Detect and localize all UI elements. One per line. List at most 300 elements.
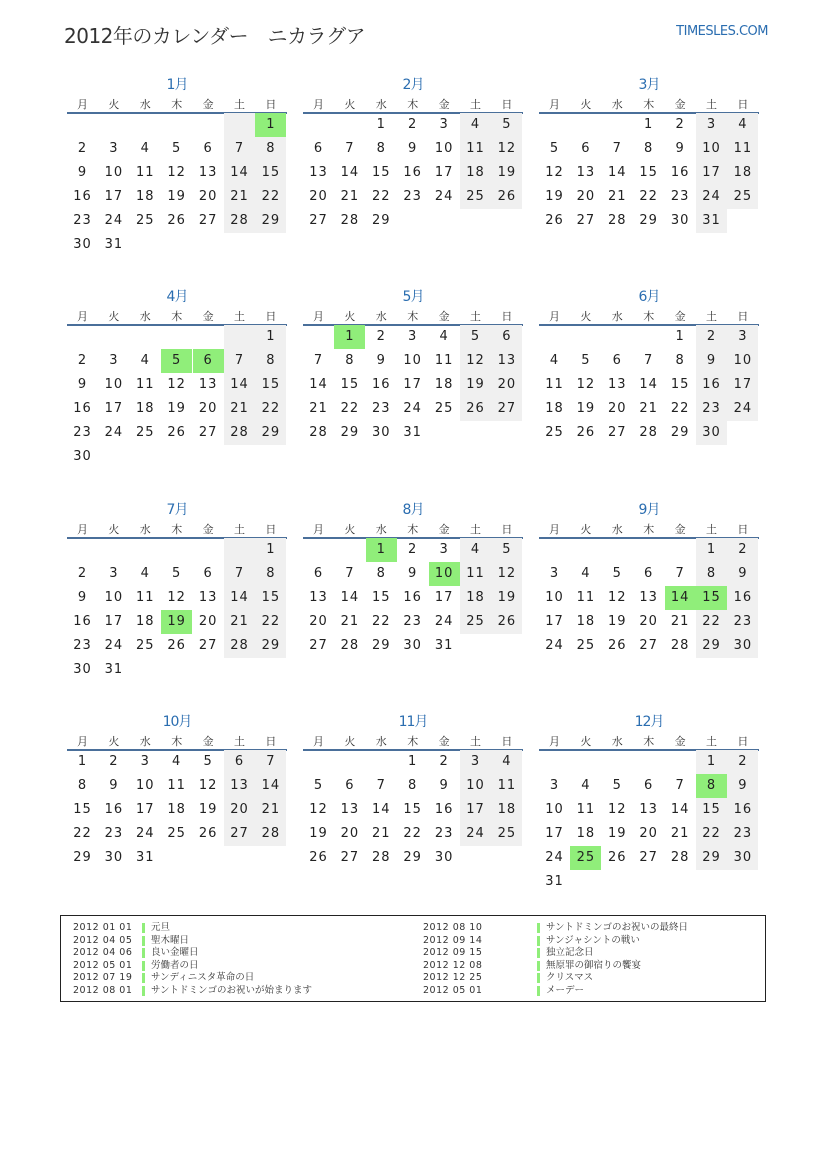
day-cell[interactable]: 1 (644, 117, 654, 132)
day-cell[interactable]: 13 (198, 165, 218, 180)
day-cell[interactable]: 17 (104, 189, 124, 204)
day-cell[interactable]: 13 (198, 377, 218, 392)
day-cell[interactable]: 29 (372, 638, 391, 653)
day-cell[interactable]: 13 (639, 802, 658, 817)
day-cell[interactable]: 7 (224, 137, 255, 161)
day-cell[interactable]: 13 (340, 802, 360, 817)
day-cell[interactable]: 3 (439, 542, 449, 557)
day-cell[interactable]: 17 (434, 590, 454, 605)
day-cell[interactable]: 13 (639, 590, 658, 605)
day-cell[interactable]: 16 (403, 165, 422, 180)
day-cell[interactable]: 24 (696, 185, 727, 209)
day-cell[interactable]: 25 (460, 185, 491, 209)
day-cell[interactable]: 6 (644, 778, 654, 793)
day-cell[interactable]: 12 (576, 377, 596, 392)
day-cell[interactable]: 23 (727, 610, 758, 634)
day-cell[interactable]: 16 (727, 798, 758, 822)
day-cell[interactable]: 23 (104, 826, 124, 841)
day-cell[interactable]: 22 (696, 610, 727, 634)
day-cell[interactable]: 17 (136, 802, 155, 817)
day-cell[interactable]: 21 (340, 614, 360, 629)
day-cell[interactable]: 24 (727, 397, 758, 421)
day-cell[interactable]: 30 (73, 237, 92, 252)
day-cell[interactable]: 31 (434, 638, 454, 653)
day-cell[interactable]: 21 (639, 401, 658, 416)
day-cell[interactable]: 20 (491, 373, 522, 397)
day-cell[interactable]: 27 (309, 213, 328, 228)
day-cell[interactable]: 14 (224, 161, 255, 185)
day-cell[interactable]: 10 (403, 353, 422, 368)
day-cell[interactable]: 26 (608, 850, 627, 865)
day-cell[interactable]: 7 (255, 750, 286, 774)
day-cell[interactable]: 15 (255, 161, 286, 185)
day-cell[interactable]: 10 (104, 165, 124, 180)
day-cell[interactable]: 25 (727, 185, 758, 209)
day-cell[interactable]: 27 (491, 397, 522, 421)
day-cell[interactable]: 10 (136, 778, 155, 793)
day-cell[interactable]: 2 (408, 542, 418, 557)
day-cell[interactable]: 1 (696, 750, 727, 774)
day-cell[interactable]: 14 (372, 802, 391, 817)
day-cell[interactable]: 20 (309, 614, 328, 629)
day-cell[interactable]: 16 (696, 373, 727, 397)
day-cell[interactable]: 12 (167, 590, 186, 605)
day-cell[interactable]: 10 (727, 349, 758, 373)
day-cell[interactable]: 29 (372, 213, 391, 228)
day-cell[interactable]: 19 (491, 586, 522, 610)
day-cell[interactable]: 13 (198, 590, 218, 605)
day-cell[interactable]: 6 (313, 566, 324, 581)
day-cell[interactable]: 10 (434, 141, 454, 156)
day-cell[interactable]: 27 (340, 850, 360, 865)
day-cell[interactable]: 15 (372, 590, 391, 605)
day-cell[interactable]: 4 (581, 566, 591, 581)
day-cell[interactable]: 21 (670, 614, 690, 629)
day-cell[interactable]: 4 (581, 778, 591, 793)
day-cell[interactable]: 30 (727, 846, 758, 870)
day-cell[interactable]: 6 (313, 141, 324, 156)
day-cell[interactable]: 16 (73, 614, 92, 629)
day-cell[interactable]: 11 (136, 590, 155, 605)
day-cell[interactable]: 8 (255, 137, 286, 161)
day-cell[interactable]: 15 (340, 377, 360, 392)
day-cell[interactable]: 28 (224, 421, 255, 445)
day-cell[interactable]: 5 (581, 353, 591, 368)
day-cell[interactable]: 12 (167, 165, 186, 180)
day-cell[interactable]: 7 (675, 566, 685, 581)
day-cell[interactable]: 20 (340, 826, 360, 841)
day-cell[interactable]: 21 (309, 401, 328, 416)
day-cell[interactable]: 6 (345, 778, 355, 793)
day-cell[interactable]: 26 (545, 213, 564, 228)
day-cell[interactable]: 3 (109, 566, 119, 581)
day-cell[interactable]: 3 (439, 117, 449, 132)
day-cell[interactable]: 21 (340, 189, 360, 204)
day-cell[interactable]: 6 (224, 750, 255, 774)
day-cell[interactable]: 8 (675, 353, 685, 368)
day-cell[interactable]: 14 (670, 802, 690, 817)
day-cell[interactable]: 11 (136, 377, 155, 392)
day-cell[interactable]: 22 (73, 826, 92, 841)
day-cell[interactable]: 5 (491, 538, 522, 562)
day-cell[interactable]: 23 (403, 189, 422, 204)
day-cell[interactable]: 7 (644, 353, 654, 368)
day-cell[interactable]: 20 (198, 614, 218, 629)
holiday-day-cell[interactable]: 10 (429, 562, 460, 586)
day-cell[interactable]: 24 (104, 638, 124, 653)
day-cell[interactable]: 8 (644, 141, 654, 156)
day-cell[interactable]: 18 (434, 377, 454, 392)
day-cell[interactable]: 27 (198, 425, 218, 440)
day-cell[interactable]: 29 (696, 846, 727, 870)
day-cell[interactable]: 26 (491, 610, 522, 634)
day-cell[interactable]: 28 (309, 425, 328, 440)
day-cell[interactable]: 4 (172, 754, 182, 769)
day-cell[interactable]: 9 (727, 774, 758, 798)
day-cell[interactable]: 4 (727, 113, 758, 137)
day-cell[interactable]: 17 (545, 826, 564, 841)
day-cell[interactable]: 14 (608, 165, 627, 180)
day-cell[interactable]: 26 (491, 185, 522, 209)
day-cell[interactable]: 31 (696, 209, 727, 233)
day-cell[interactable]: 8 (376, 141, 386, 156)
day-cell[interactable]: 13 (491, 349, 522, 373)
day-cell[interactable]: 18 (460, 586, 491, 610)
day-cell[interactable]: 17 (696, 161, 727, 185)
day-cell[interactable]: 17 (403, 377, 422, 392)
day-cell[interactable]: 9 (675, 141, 685, 156)
day-cell[interactable]: 11 (545, 377, 564, 392)
day-cell[interactable]: 8 (696, 562, 727, 586)
day-cell[interactable]: 5 (172, 141, 182, 156)
day-cell[interactable]: 24 (434, 189, 454, 204)
day-cell[interactable]: 20 (639, 614, 658, 629)
day-cell[interactable]: 9 (77, 165, 88, 180)
day-cell[interactable]: 28 (639, 425, 658, 440)
day-cell[interactable]: 25 (136, 213, 155, 228)
day-cell[interactable]: 1 (77, 754, 88, 769)
holiday-day-cell[interactable]: 1 (334, 325, 365, 349)
day-cell[interactable]: 14 (639, 377, 658, 392)
day-cell[interactable]: 29 (73, 850, 92, 865)
day-cell[interactable]: 7 (345, 141, 355, 156)
day-cell[interactable]: 9 (77, 590, 88, 605)
holiday-day-cell[interactable]: 1 (366, 538, 397, 562)
day-cell[interactable]: 9 (696, 349, 727, 373)
day-cell[interactable]: 22 (255, 185, 286, 209)
day-cell[interactable]: 26 (167, 425, 186, 440)
day-cell[interactable]: 14 (255, 774, 286, 798)
day-cell[interactable]: 21 (608, 189, 627, 204)
day-cell[interactable]: 7 (224, 349, 255, 373)
day-cell[interactable]: 20 (198, 401, 218, 416)
day-cell[interactable]: 16 (104, 802, 124, 817)
day-cell[interactable]: 2 (727, 538, 758, 562)
day-cell[interactable]: 17 (104, 401, 124, 416)
holiday-day-cell[interactable]: 15 (696, 586, 727, 610)
day-cell[interactable]: 21 (255, 798, 286, 822)
holiday-day-cell[interactable]: 25 (570, 846, 601, 870)
day-cell[interactable]: 3 (109, 141, 119, 156)
day-cell[interactable]: 21 (224, 397, 255, 421)
day-cell[interactable]: 24 (104, 213, 124, 228)
day-cell[interactable]: 16 (434, 802, 454, 817)
day-cell[interactable]: 26 (608, 638, 627, 653)
day-cell[interactable]: 5 (549, 141, 560, 156)
day-cell[interactable]: 6 (203, 566, 213, 581)
day-cell[interactable]: 31 (104, 662, 124, 677)
day-cell[interactable]: 11 (136, 165, 155, 180)
day-cell[interactable]: 15 (255, 373, 286, 397)
day-cell[interactable]: 31 (545, 874, 564, 889)
day-cell[interactable]: 27 (224, 822, 255, 846)
day-cell[interactable]: 19 (491, 161, 522, 185)
day-cell[interactable]: 25 (136, 638, 155, 653)
day-cell[interactable]: 29 (696, 634, 727, 658)
day-cell[interactable]: 3 (460, 750, 491, 774)
day-cell[interactable]: 27 (639, 850, 658, 865)
day-cell[interactable]: 2 (408, 117, 418, 132)
day-cell[interactable]: 9 (376, 353, 386, 368)
day-cell[interactable]: 8 (376, 566, 386, 581)
day-cell[interactable]: 9 (408, 141, 418, 156)
day-cell[interactable]: 13 (309, 590, 328, 605)
day-cell[interactable]: 11 (167, 778, 186, 793)
day-cell[interactable]: 15 (403, 802, 422, 817)
day-cell[interactable]: 7 (376, 778, 386, 793)
day-cell[interactable]: 12 (309, 802, 328, 817)
day-cell[interactable]: 15 (639, 165, 658, 180)
day-cell[interactable]: 19 (608, 826, 627, 841)
day-cell[interactable]: 14 (224, 586, 255, 610)
holiday-day-cell[interactable]: 1 (255, 113, 286, 137)
day-cell[interactable]: 26 (198, 826, 218, 841)
day-cell[interactable]: 10 (545, 590, 564, 605)
day-cell[interactable]: 10 (104, 377, 124, 392)
day-cell[interactable]: 16 (403, 590, 422, 605)
day-cell[interactable]: 18 (136, 614, 155, 629)
day-cell[interactable]: 3 (696, 113, 727, 137)
day-cell[interactable]: 1 (675, 329, 685, 344)
day-cell[interactable]: 29 (255, 634, 286, 658)
day-cell[interactable]: 4 (460, 538, 491, 562)
day-cell[interactable]: 16 (670, 165, 690, 180)
day-cell[interactable]: 9 (727, 562, 758, 586)
day-cell[interactable]: 7 (345, 566, 355, 581)
day-cell[interactable]: 9 (109, 778, 119, 793)
day-cell[interactable]: 5 (172, 566, 182, 581)
day-cell[interactable]: 28 (372, 850, 391, 865)
day-cell[interactable]: 18 (167, 802, 186, 817)
day-cell[interactable]: 9 (408, 566, 418, 581)
day-cell[interactable]: 10 (696, 137, 727, 161)
day-cell[interactable]: 23 (73, 425, 92, 440)
day-cell[interactable]: 6 (581, 141, 591, 156)
day-cell[interactable]: 25 (434, 401, 454, 416)
day-cell[interactable]: 31 (403, 425, 422, 440)
day-cell[interactable]: 12 (491, 562, 522, 586)
day-cell[interactable]: 18 (576, 826, 596, 841)
day-cell[interactable]: 19 (576, 401, 596, 416)
day-cell[interactable]: 29 (670, 425, 690, 440)
day-cell[interactable]: 30 (403, 638, 422, 653)
day-cell[interactable]: 17 (545, 614, 564, 629)
day-cell[interactable]: 12 (198, 778, 218, 793)
day-cell[interactable]: 4 (460, 113, 491, 137)
day-cell[interactable]: 3 (549, 566, 560, 581)
day-cell[interactable]: 29 (639, 213, 658, 228)
day-cell[interactable]: 30 (73, 449, 92, 464)
day-cell[interactable]: 17 (434, 165, 454, 180)
day-cell[interactable]: 11 (460, 137, 491, 161)
day-cell[interactable]: 22 (403, 826, 422, 841)
day-cell[interactable]: 16 (73, 189, 92, 204)
day-cell[interactable]: 11 (727, 137, 758, 161)
day-cell[interactable]: 14 (340, 590, 360, 605)
day-cell[interactable]: 10 (545, 802, 564, 817)
day-cell[interactable]: 28 (224, 634, 255, 658)
day-cell[interactable]: 26 (576, 425, 596, 440)
day-cell[interactable]: 6 (491, 325, 522, 349)
day-cell[interactable]: 15 (255, 586, 286, 610)
day-cell[interactable]: 19 (167, 189, 186, 204)
day-cell[interactable]: 20 (608, 401, 627, 416)
day-cell[interactable]: 27 (198, 213, 218, 228)
day-cell[interactable]: 3 (549, 778, 560, 793)
day-cell[interactable]: 30 (670, 213, 690, 228)
day-cell[interactable]: 14 (224, 373, 255, 397)
day-cell[interactable]: 23 (727, 822, 758, 846)
day-cell[interactable]: 19 (460, 373, 491, 397)
day-cell[interactable]: 5 (612, 566, 622, 581)
day-cell[interactable]: 11 (434, 353, 454, 368)
day-cell[interactable]: 25 (576, 638, 596, 653)
day-cell[interactable]: 5 (313, 778, 324, 793)
day-cell[interactable]: 17 (104, 614, 124, 629)
day-cell[interactable]: 26 (167, 213, 186, 228)
day-cell[interactable]: 26 (460, 397, 491, 421)
day-cell[interactable]: 2 (109, 754, 119, 769)
day-cell[interactable]: 4 (491, 750, 522, 774)
day-cell[interactable]: 27 (198, 638, 218, 653)
day-cell[interactable]: 8 (255, 349, 286, 373)
day-cell[interactable]: 2 (439, 754, 449, 769)
day-cell[interactable]: 1 (696, 538, 727, 562)
day-cell[interactable]: 4 (439, 329, 449, 344)
day-cell[interactable]: 1 (255, 538, 286, 562)
day-cell[interactable]: 7 (224, 562, 255, 586)
day-cell[interactable]: 29 (255, 421, 286, 445)
day-cell[interactable]: 12 (167, 377, 186, 392)
day-cell[interactable]: 23 (73, 213, 92, 228)
day-cell[interactable]: 6 (203, 141, 213, 156)
day-cell[interactable]: 23 (73, 638, 92, 653)
day-cell[interactable]: 22 (639, 189, 658, 204)
day-cell[interactable]: 24 (403, 401, 422, 416)
day-cell[interactable]: 25 (460, 610, 491, 634)
day-cell[interactable]: 30 (372, 425, 391, 440)
day-cell[interactable]: 13 (224, 774, 255, 798)
day-cell[interactable]: 13 (309, 165, 328, 180)
day-cell[interactable]: 29 (340, 425, 360, 440)
day-cell[interactable]: 12 (460, 349, 491, 373)
day-cell[interactable]: 19 (545, 189, 564, 204)
day-cell[interactable]: 30 (104, 850, 124, 865)
day-cell[interactable]: 3 (727, 325, 758, 349)
day-cell[interactable]: 11 (491, 774, 522, 798)
day-cell[interactable]: 6 (644, 566, 654, 581)
day-cell[interactable]: 25 (491, 822, 522, 846)
day-cell[interactable]: 23 (670, 189, 690, 204)
day-cell[interactable]: 23 (434, 826, 454, 841)
day-cell[interactable]: 26 (167, 638, 186, 653)
day-cell[interactable]: 11 (576, 590, 596, 605)
day-cell[interactable]: 28 (340, 638, 360, 653)
day-cell[interactable]: 20 (224, 798, 255, 822)
day-cell[interactable]: 27 (639, 638, 658, 653)
day-cell[interactable]: 2 (77, 353, 88, 368)
day-cell[interactable]: 9 (439, 778, 449, 793)
day-cell[interactable]: 30 (434, 850, 454, 865)
day-cell[interactable]: 12 (608, 802, 627, 817)
day-cell[interactable]: 17 (460, 798, 491, 822)
day-cell[interactable]: 30 (727, 634, 758, 658)
day-cell[interactable]: 21 (224, 185, 255, 209)
day-cell[interactable]: 7 (313, 353, 324, 368)
holiday-day-cell[interactable]: 19 (161, 610, 192, 634)
day-cell[interactable]: 2 (696, 325, 727, 349)
day-cell[interactable]: 1 (255, 325, 286, 349)
day-cell[interactable]: 29 (255, 209, 286, 233)
day-cell[interactable]: 24 (545, 850, 564, 865)
day-cell[interactable]: 16 (727, 586, 758, 610)
day-cell[interactable]: 5 (203, 754, 213, 769)
day-cell[interactable]: 12 (491, 137, 522, 161)
holiday-day-cell[interactable]: 5 (161, 349, 192, 373)
day-cell[interactable]: 14 (309, 377, 328, 392)
day-cell[interactable]: 15 (73, 802, 92, 817)
day-cell[interactable]: 5 (460, 325, 491, 349)
day-cell[interactable]: 3 (408, 329, 418, 344)
day-cell[interactable]: 15 (372, 165, 391, 180)
day-cell[interactable]: 2 (376, 329, 386, 344)
day-cell[interactable]: 19 (167, 401, 186, 416)
day-cell[interactable]: 22 (340, 401, 360, 416)
day-cell[interactable]: 20 (309, 189, 328, 204)
day-cell[interactable]: 28 (224, 209, 255, 233)
day-cell[interactable]: 4 (140, 353, 150, 368)
day-cell[interactable]: 28 (340, 213, 360, 228)
day-cell[interactable]: 17 (727, 373, 758, 397)
day-cell[interactable]: 28 (255, 822, 286, 846)
day-cell[interactable]: 24 (136, 826, 155, 841)
day-cell[interactable]: 24 (545, 638, 564, 653)
day-cell[interactable]: 18 (460, 161, 491, 185)
day-cell[interactable]: 21 (224, 610, 255, 634)
day-cell[interactable]: 6 (612, 353, 622, 368)
day-cell[interactable]: 25 (545, 425, 564, 440)
day-cell[interactable]: 28 (608, 213, 627, 228)
day-cell[interactable]: 23 (403, 614, 422, 629)
day-cell[interactable]: 20 (198, 189, 218, 204)
day-cell[interactable]: 28 (670, 638, 690, 653)
day-cell[interactable]: 7 (612, 141, 622, 156)
day-cell[interactable]: 30 (73, 662, 92, 677)
day-cell[interactable]: 27 (576, 213, 596, 228)
day-cell[interactable]: 8 (345, 353, 355, 368)
day-cell[interactable]: 31 (136, 850, 155, 865)
day-cell[interactable]: 18 (136, 189, 155, 204)
